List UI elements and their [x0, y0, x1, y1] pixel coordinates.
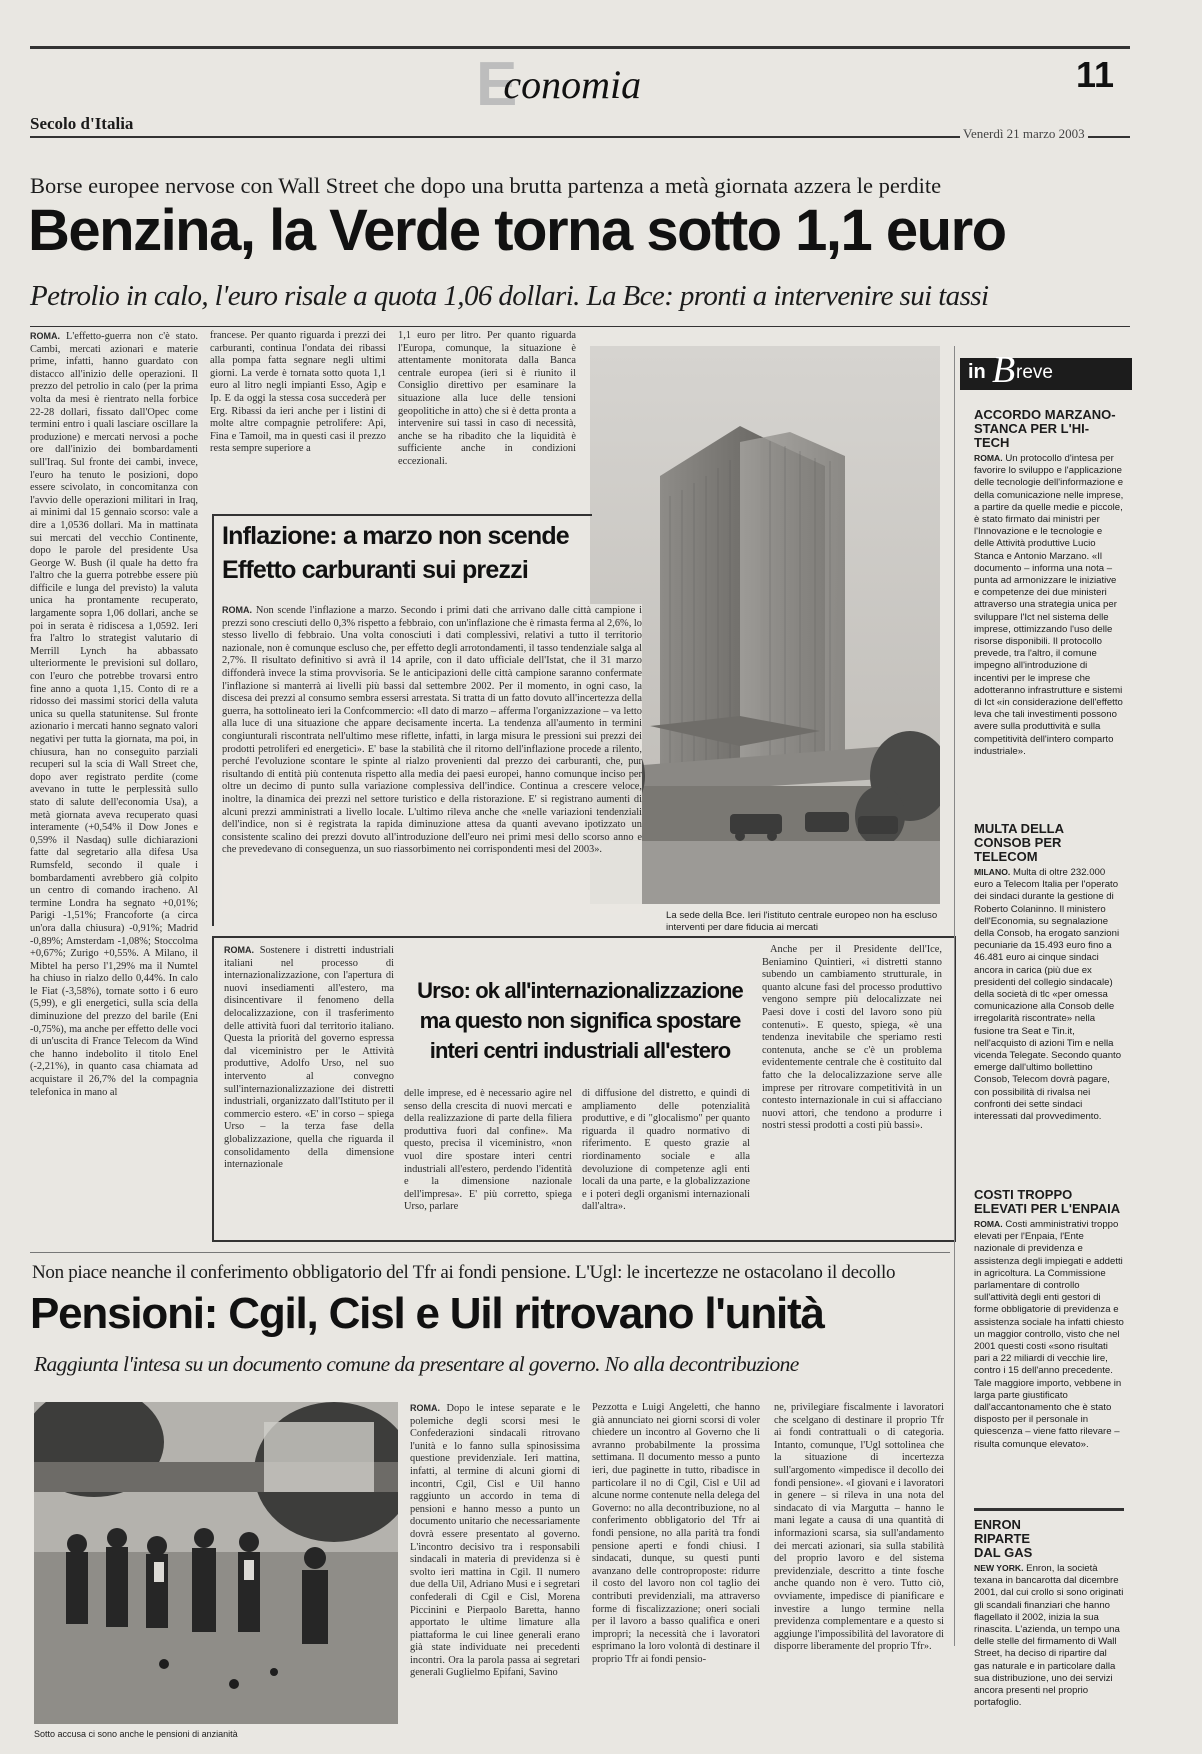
section-title [476, 50, 642, 119]
brief-3-text: Costi amministrativi troppo elevati per l'Enpaia, l'Ente nazionale di previdenza e assistenza degli impiegati e addetti in agricoltura. La Commissione parlamentare di controllo sull'attività degli enti gestori di forme obbligatorie di previdenza e assistenza sociale ha infatti chiesto un maggior controllo, visto che nel 2001 questi costi «sono risultati pari a 22 miliardi di vecchie lire, contro i 15 dell'anno precedente. Tale maggiore importo, vebbene in larga parte giustificato dall'accantonamento che è stato disposto per il personale in quiescenza – viene fatto rilevare – risulta comunque elevato». [974, 1219, 1124, 1450]
story2-kicker: Non piace neanche il conferimento obbligatorio del Tfr ai fondi pensione. L'Ugl: le incertezze ne ostacolano il decollo [32, 1262, 896, 1283]
urso-column-4 [762, 944, 942, 1232]
bce-photo-caption: La sede della Bce. Ieri l'istituto centrale europeo non ha escluso interventi per dare fiducia ai mercati [666, 910, 938, 933]
brief-4 [974, 1518, 1124, 1709]
logo-in: in [968, 361, 986, 383]
section-initial: E [476, 50, 518, 119]
urso-col1-text: Sostenere i distretti industriali italiani nel processo di internazionalizzazione, con l'apertura di nuovi insediamenti all'estero, ma disincentivare il fenomeno della delocalizzazione, con il trasferimento delle attività fuori dal territorio italiano. Questa la priorità del governo espressa dal viceministro per le Attività produttive, Adolfo Urso, nel suo intervento al convegno sull'internazionalizzazione dei distretti industriali, organizzato dall'Istituto per il commercio estero. «E' in corso – spiega Urso – la terza fase della globalizzazione, quella che riguarda il consolidamento della dimensione internazionale [224, 945, 394, 1171]
urso-headline-1: Urso: ok all'internazionalizzazione [417, 978, 743, 1003]
brief-3 [974, 1188, 1124, 1451]
story1-dateline: ROMA. [30, 331, 60, 341]
brief-4-title: ENRON RIPARTE DAL GAS [974, 1517, 1033, 1560]
urso-column-1 [224, 944, 394, 1232]
story2-col1-text: Dopo le intese separate e le polemiche degli scorsi mesi le Confederazioni sindacali ritrovano l'unità e lo fanno sulla spinosissima questione previdenziale. Ieri mattina, infatti, al termine di alcuni giorni di incontri, Cgil, Cisl e Uil hanno raggiunto un accordo in tema di pensioni e hanno messo a punto un documento unitario che necessariamente dovrà essere presentato al governo. L'incontro decisivo tra i responsabili sindacali in materia di previdenza si è svolto ieri mattina in Cgil. Il numero due della Uil, Adriano Musi e i segretari confederali di Cgil e Cisl, Morena Piccinini e Pierpaolo Baretta, hanno apportato le ultime limature alla piattaforma le cui linee generali erano già state individuate nei precedenti incontri. Ora la parola passa ai segretari generali Guglielmo Epifani, Savino [410, 1403, 580, 1679]
story1-rule [30, 326, 1130, 327]
story2-column-1 [410, 1402, 580, 1744]
urso-col2-text: delle imprese, ed è necessario agire nel senso della crescita di nuovi mercati e della realizzazione di parte della filiera produttiva fuori dal confine». Ma questo, precisa il viceministro, «non vuol dire spostare interi centri industriali all'estero, perdendo l'identità e la dimensione nazionale dell'impresa». E' più corretto, spiega Urso, parlare [404, 1088, 572, 1213]
urso-col4-text: Anche per il Presidente dell'Ice, Beniamino Quintieri, «i distretti stanno subendo un cambiamento strutturale, in quanto alcune fasi del processo produttivo vengono sempre più delocalizzate nei Paesi dove i costi del lavoro sono più contenuti». E questo, spiega, «è una tendenza inevitabile che speriamo resti contenuta, anche se c'è un problema evidentemente centrale che è costituito dal fatto che la delocalizzazione serve alle imprese per ritrovare competitività in un contesto internazionale in cui si affacciano nuovi attori, che tendono a produrre i nostri stessi prodotti a costi più bassi». [762, 944, 942, 1132]
brief-1 [974, 408, 1124, 758]
brief-2-dateline: MILANO. [974, 867, 1011, 877]
story2-column-2 [592, 1402, 760, 1744]
brief-2 [974, 822, 1124, 1123]
brief-1-text: Un protocollo d'intesa per favorire lo sviluppo e l'applicazione delle tecnologie dell'informazione e della comunicazione nelle imprese, a partire da quelle medie e piccole, è stato firmato dai ministri per l'Innovazione e le tecnologie e delle Attività produttive Lucio Stanca e Antonio Marzano. «Il documento – informa una nota – punta ad armonizzare le iniziative e competenze dei due ministeri attraverso una strategia unica per sviluppare l'Ict nel sistema delle imprese, ottimizzando l'uso delle risorse disponibili. Il protocollo prevede, tra l'altro, il comune impegno all'introduzione di incentivi per le imprese che adotteranno infrastrutture e sistemi di Ict «in considerazione dell'effetto leva che tali investimenti possono avere sulla produttività e sulla competitività dell'intero comparto industriale». [974, 453, 1124, 757]
sidebar-rule [954, 346, 955, 1646]
inflation-body: Non scende l'inflazione a marzo. Secondo i primi dati che arrivano dalle città campione i prezzi sono cresciuti dello 0,3% rispetto a febbraio, con un'inflazione che è rimasta ferma al 2,6%, lo stesso livello di febbraio. Una volta conosciuti i dati complessivi, relativi a tutto il territorio nazionale, non è comunque escluso che, per effetto degli arrotondamenti, il tasso tendenziale salga al 2,7%. Il risultato definitivo si avrà il 14 aprile, con il dato ufficiale dell'Istat, che il 31 marzo diffonderà invece la stima provvisoria. Se le anticipazioni delle città campione saranno confermate l'inflazione si manterrà ai livelli più bassi dal settembre 2002. Per il momento, in ogni caso, la discesa dei prezzi al consumo sembra essersi arrestata. Si tratta di un fatto dovuto all'incertezza della guerra, ha sottolineato ieri la Confcommercio: «Il dato di marzo – afferma l'organizzazione – va letto alla luce di una situazione che appare decisamente incerta. La tendenza all'aumento in termini congiunturali riscontrata nell'ultimo mese riflette, infatti, in larga misura le pressioni sui prezzi dei prodotti petroliferi ed energetici». E' base la stabilità che il ritorno dell'inflazione procede a rilento, perché l'evoluzione scontare le spinte al rialzo provenienti dal prezzo dei carburanti, che, pur risultando di entità più contenuta rispetto alla media dei paesi europei, hanno comunque inciso per oltre un decimo di punto sulla variazione complessiva dell'indice. Continua a crescere veloce, inoltre, la dinamica dei prezzi nel settore turistico e della ristorazione. E' si registrano aumenti di alcuni prezzi amministrati a livello locale. L'ultimo rileva anche che «nelle variazioni tendenziali dell'indice, non si è registrata la rapida diminuzione attesa da quanti avevano ipotizzato un consistente scalino dei prezzi dovuto all'introduzione dell'euro nei primi mesi dello scorso anno e che prevedevano di conseguenza, un suo riassorbimento nei corrispondenti mesi del 2003». [222, 605, 642, 856]
paper-name: Secolo d'Italia [30, 114, 134, 133]
story2-top-rule [30, 1252, 950, 1253]
urso-dateline: ROMA. [224, 945, 254, 955]
story2-headline: Pensioni: Cgil, Cisl e Uil ritrovano l'unità [30, 1289, 824, 1338]
story1-column-2 [210, 330, 386, 490]
inflation-text [222, 604, 642, 914]
story1-subhead: Petrolio in calo, l'euro risale a quota 1,06 dollari. La Bce: pronti a intervenire sui tassi [30, 280, 989, 312]
bce-building-illustration [590, 346, 940, 904]
brief-1-title: ACCORDO MARZANO-STANCA PER L'HI-TECH [974, 407, 1116, 450]
urso-column-2 [404, 1088, 572, 1232]
logo-rest: reve [1016, 362, 1053, 383]
story1-col3-text: 1,1 euro per litro. Per quanto riguarda l'Europa, comunque, la situazione è attentamente monitorata dalla Banca centrale europea (ieri si è riunito il Consiglio direttivo per esaminare la situazione alla luce delle tensioni geopolitiche in atto) che si è detta pronta a intervenire sui tassi in caso di necessità, anche se ha ribadito che la liquidità è sufficiente anche in condizioni eccezionali. [398, 330, 576, 467]
urso-column-3 [582, 1088, 750, 1232]
urso-col3-text: di diffusione del distretto, e quindi di ampliamento delle potenzialità produttive, e di "glocalismo" per quanto riguarda il quadro normativo di riferimento. E questo grazie al riordinamento sociale e alla devoluzione di competenze agli enti locali da una parte, e la globalizzazione e i poteri degli organismi internazionali dall'altra». [582, 1088, 750, 1213]
inflation-headline-2: Effetto carburanti sui prezzi [222, 556, 529, 584]
brief-4-text: Enron, la società texana in bancarotta dal dicembre 2001, dal cui crollo si sono originati gli scandali finanziari che hanno flagellato il 2002, inizia la sua rinascita. L'azienda, un tempo una delle stelle del firmamento di Wall Street, ha deciso di ripartire dal gas naturale e in particolare dalla sua distribuzione, uno dei servizi ancora presenti nel proprio portafoglio. [974, 1563, 1124, 1709]
elderly-players-illustration [34, 1402, 398, 1724]
story2-dateline: ROMA. [410, 1403, 440, 1413]
bocce-photo [34, 1402, 398, 1724]
story1-headline: Benzina, la Verde torna sotto 1,1 euro [28, 198, 1006, 263]
brief-3-dateline: ROMA. [974, 1219, 1003, 1229]
logo-b: B [992, 349, 1016, 391]
story2-col2-text: Pezzotta e Luigi Angeletti, che hanno già annunciato nei giorni scorsi di voler chiedere un incontro al Governo che li avranno probabilmente la prossima settimana. Il documento messo a punto ieri, due paginette in tutto, ribadisce in particolare il no di Cgil, Cisl e Uil ad alcune norme contenute nella delega del Governo: no alla decontribuzione, no al conferimento obbligatorio del Tfr ai fondi pensione, no alla parità tra fondi pensione aperti e fondi chiusi. I sindacati, dunque, su questi punti avanzano delle controproposte: ridurre il costo del lavoro non col taglio dei contributi previdenziali, ma attraverso forme di fiscalizzazione; oneri sociali per il lavoro a basso qualifica e oneri impropri; la necessità che i lavoratori esprimano la loro volontà di destinare il proprio Tfr ai fondi pensio- [592, 1402, 760, 1665]
brief-2-title: MULTA DELLA CONSOB PER TELECOM [974, 821, 1064, 864]
urso-headline-2: ma questo non significa spostare [419, 1008, 741, 1033]
story2-col3-text: ne, privilegiare fiscalmente i lavoratori che scelgano di destinare il proprio Tfr ai fondi contrattuali o di categoria. Intanto, comunque, l'Ugl sottolinea che la situazione di incertezza sull'argomento «impedisce il decollo dei fondi pensione». «I giovani e i lavoratori in genere – si rileva in una nota del sindacato di via Margutta – hanno le mani legate a causa di una quantità di informazioni scarsa, sia sull'andamento dei mercati azionari, sia sulla stabilità del proprio lavoro e del sistema previdenziale, descritto a tinte fosche anche quando non è vero. Tutto ciò, ovviamente, impedisce di pianificare e investire a lungo termine nella previdenza complementare e a questo si aggiunge l'impossibilità del lavoratore di disporre liberamente del proprio Tfr». [774, 1402, 944, 1653]
bce-photo [590, 346, 940, 904]
bocce-photo-caption: Sotto accusa ci sono anche le pensioni di anzianità [34, 1729, 238, 1739]
issue-date: Venerdì 21 marzo 2003 [960, 126, 1088, 142]
brief-1-dateline: ROMA. [974, 453, 1003, 463]
story1-col2-text: francese. Per quanto riguarda i prezzi dei carburanti, continua l'ondata dei ribassi alla pompa fatta segnare negli ultimi giorni. La verde è tornata sotto quota 1,1 euro al litro negli impianti Esso, Agip e Ip. E da oggi la stessa cosa succederà per Erg. Ribassi da ieri anche per i listini di molte altre compagnie petrolifere: Api, Fina e Tamoil, ma in questi casi il prezzo resta sempre superiore a [210, 330, 386, 455]
in-breve-logo [960, 349, 1132, 391]
story2-column-3 [774, 1402, 944, 1744]
brief-4-dateline: NEW YORK. [974, 1563, 1024, 1573]
story1-column-3 [398, 330, 576, 490]
section-rest: conomia [503, 62, 642, 107]
top-rule [30, 46, 1130, 49]
story2-subhead: Raggiunta l'intesa su un documento comune da presentare al governo. No alla decontribuzione [34, 1352, 799, 1376]
story1-kicker: Borse europee nervose con Wall Street che dopo una brutta partenza a metà giornata azzera le perdite [30, 173, 942, 198]
inflation-dateline: ROMA. [222, 605, 252, 615]
urso-headline-3: interi centri industriali all'estero [429, 1038, 731, 1063]
brief-3-title: COSTI TROPPO ELEVATI PER L'ENPAIA [974, 1187, 1121, 1216]
inflation-headline-1: Inflazione: a marzo non scende [222, 522, 569, 550]
page-number: 11 [1076, 54, 1115, 95]
story1-col1-text: L'effetto-guerra non c'è stato. Cambi, mercati azionari e materie prime, infatti, hanno guardato con distacco all'inizio delle operazioni. Il prezzo del petrolio in calo (per la prima volta da mesi è rientrato nella forbice 22-28 dollari, fissato dall'Opec come termini entro i quali lasciare oscillare la produzione) e mercati nervosi a poche ore dall'inizio dei bombardamenti sull'Iraq. Sul fronte dei cambi, invece, l'euro ha tenuto le posizioni, dopo essere scivolato, in concomitanza con l'avvio delle operazioni militari in Iraq, ai minimi dal 15 gennaio scorso: vale a dire a 1,0536 dollari. Ma in mattinata sui mercati del vecchio Continente, dopo le parole del presidente Usa George W. Bush (il quale ha detto fra l'altro che la guerra potrebbe essere più difficile e lunga del previsto) la valuta unica ha prontamente recuperato, largamente sopra 1,06 dollari, anche se poi in serata è ridiscesa a 1,0592. Ieri fra l'altro lo strategist valutario di Merrill Lynch ha abbassato ulteriormente le previsioni sul dollaro, con l'euro che potrebbe trovarsi entro fine anno a quota 1,15. Conto di re a ridosso dei massimi storici della valuta unica su quella statunitense. Sul fronte azionario i mercati hanno segnato valori negativi per tutta la giornata, ma poi, in chiusura, han no conseguito parziali recuperi sul la scia di Wall Street che, dopo aver registrato perdite (come avevano in tutte le perplessità sullo stato di salute dell'economia Usa), a metà giornata aveva recuperato quasi interamente (+0,54% il Dow Jones e 0,59% il Nasdaq) sulle dichiarazioni fatte dal segretario alla difesa Usa Rumsfeld, secondo il quale i bombardamenti avrebbero già colpito un centro di comando iracheno. Al termine Londra ha segnato +0,01%; Parigi -1,51%; Francoforte (a circa un'ora dalla chiusura) -0,91%; Madrid -0,89%; Amsterdam -1,08%; Stoccolma +0,67%; Zurigo +0,55%. A Milano, il Mibtel ha perso l'1,29% ma il Numtel ha chiuso in rialzo dello 0,44%. In calo le Fiat (-3,58%), tornate sotto i 6 euro (5,99), e gli energetici, sulla scia della diminuzione del prezzo del barile (Eni -0,75%), ma anche per effetto delle voci di un'uscita di France Telecom da Wind che hanno indebolito il titolo Enel (-2,21%), in quanto casa chiamata ad acquistare il 26,7% del la compagnia telefonica in mano al [30, 331, 198, 1098]
brief-4-top-rule [974, 1508, 1124, 1511]
brief-2-text: Multa di oltre 232.000 euro a Telecom Italia per l'operato dei sindaci durante la gestione di Roberto Colaninno. Il ministero dell'Economia, su segnalazione della Consob, ha erogato sanzioni pecuniarie da 15.493 euro fino a 46.481 euro ai cinque sindaci ancora in carica (più due ex presidenti del collegio sindacale) della società di tlc «per omessa comunicazione alla Consob delle irregolarità riscontrate» nella fusione tra Seat e Tin.it, nell'acquisto di azioni Tim e nella vicenda Telegate. Secondo quanto emerge dall'ultimo bollettino Consob, Telecom dovrà pagare, con possibilità di rivalsa nei confronti dei sette sindaci interessati dal provvedimento. [974, 867, 1122, 1123]
story1-column-1 [30, 330, 198, 1240]
